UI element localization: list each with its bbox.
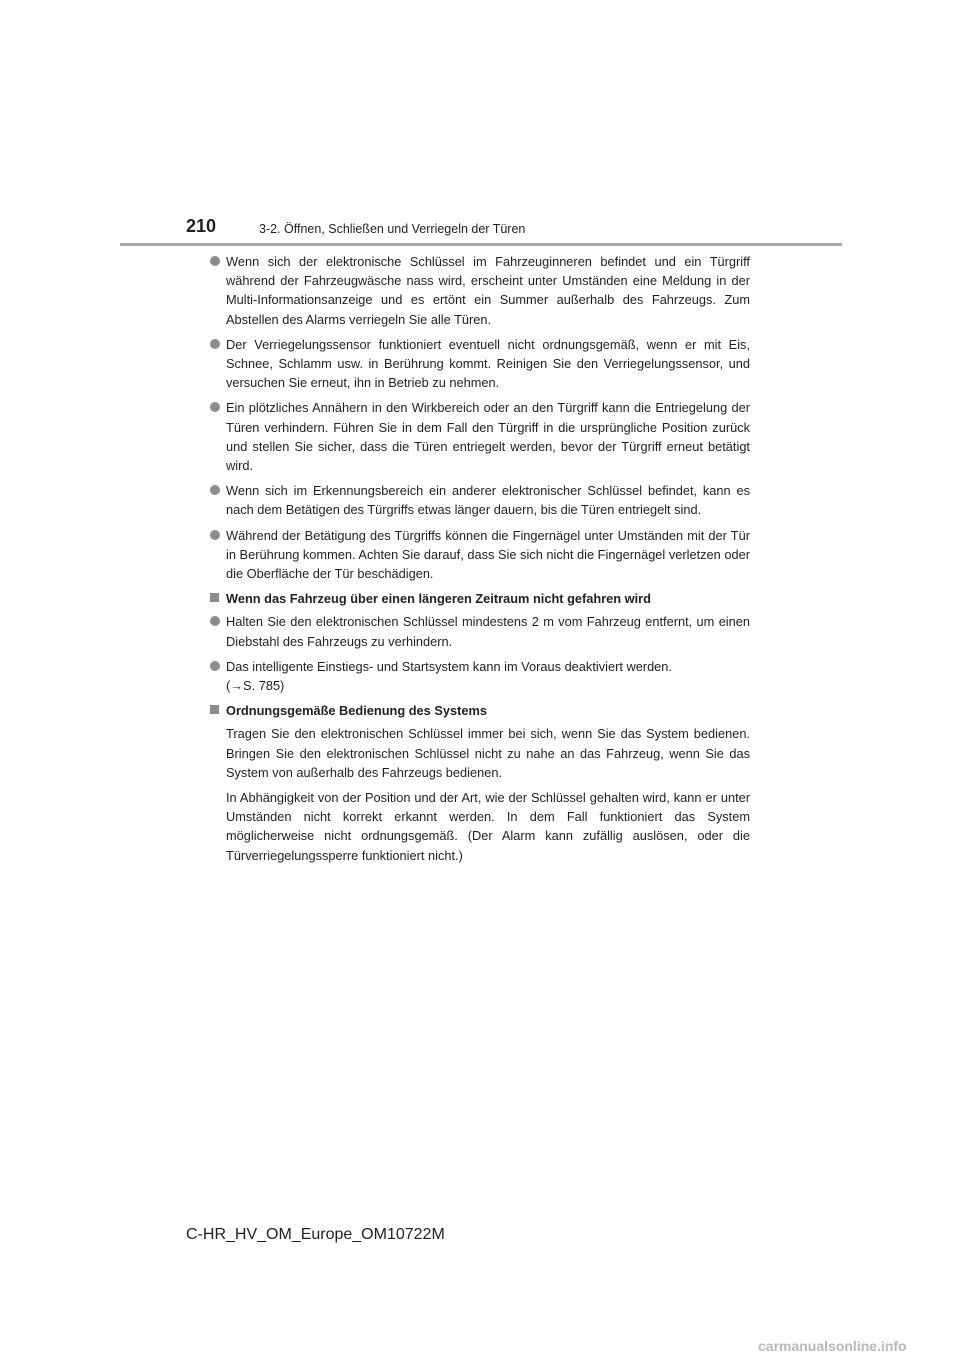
square-bullet-icon (210, 593, 219, 602)
bullet-item: Das intelligente Einstiegs- und Startsystem kann im Voraus deaktiviert werden. (→S. 785) (210, 657, 750, 695)
bullet-dot-icon (210, 339, 220, 349)
page-content (210, 252, 750, 871)
paragraph: In Abhängigkeit von der Position und der Art, wie der Schlüssel gehalten wird, kann er unter Umständen nicht korrekt erkannt werden. In dem Fall funktioniert das System möglicherweise nicht ordnungsgemäß. (Der Alarm kann zufällig auslösen, oder die Türverriegelungssperre funktioniert nicht.) (226, 790, 750, 863)
header-rule (120, 243, 842, 246)
bullet-dot-icon (210, 661, 220, 671)
bullet-item: Wenn sich der elektronische Schlüssel im Fahrzeuginneren befindet und ein Türgriff während der Fahrzeugwäsche nass wird, erscheint unter Umständen eine Meldung in der Multi-Informationsanzeige und es ertönt ein Summer außerhalb des Fahrzeugs. Zum Abstellen des Alarms verriegeln Sie alle Türen. (210, 252, 750, 329)
bullet-dot-icon (210, 402, 220, 412)
bullet-item: Der Verriegelungssensor funktioniert eventuell nicht ordnungsgemäß, wenn er mit Eis, Schnee, Schlamm usw. in Berührung kommt. Reinigen Sie den Verriegelungssensor, und versuchen Sie erneut, ihn in Betrieb zu nehmen. (210, 335, 750, 393)
section-heading: Wenn das Fahrzeug über einen längeren Zeitraum nicht gefahren wird (210, 589, 750, 608)
watermark: carmanualsonline.info (758, 1338, 907, 1354)
paragraph: Tragen Sie den elektronischen Schlüssel immer bei sich, wenn Sie das System bedienen. Bringen Sie den elektronischen Schlüssel nicht zu nahe an das Fahrzeug, wenn Sie das System von außerhalb des Fahrzeugs bedienen. (226, 726, 750, 780)
bullet-dot-icon (210, 256, 220, 266)
bullet-list-1 (210, 252, 750, 583)
page-header (0, 0, 960, 250)
bullet-item: Ein plötzliches Annähern in den Wirkbereich oder an den Türgriff kann die Entriegelung der Türen verhindern. Führen Sie in dem Fall den Türgriff in die ursprüngliche Position zurück und stellen Sie sicher, dass die Türen entriegelt werden, bevor der Türgriff erneut betätigt wird. (210, 398, 750, 475)
bullet-dot-icon (210, 485, 220, 495)
square-bullet-icon (210, 705, 219, 714)
section-heading: Ordnungsgemäße Bedienung des Systems (210, 701, 750, 720)
page-number: 210 (186, 216, 217, 236)
document-id: C-HR_HV_OM_Europe_OM10722M (186, 1226, 445, 1243)
bullet-item: Halten Sie den elektronischen Schlüssel mindestens 2 m vom Fahrzeug entfernt, um einen Diebstahl des Fahrzeugs zu verhindern. (210, 612, 750, 650)
section-proper-operation (210, 701, 750, 865)
bullet-dot-icon (210, 616, 220, 626)
section-long-parking (210, 589, 750, 695)
page-reference: (→S. 785) (226, 678, 285, 694)
bullet-item: Wenn sich im Erkennungsbereich ein anderer elektronischer Schlüssel befindet, kann es nach dem Betätigen des Türgriffs etwas länger dauern, bis die Türen entriegelt sind. (210, 481, 750, 519)
bullet-dot-icon (210, 530, 220, 540)
bullet-item: Während der Betätigung des Türgriffs können die Fingernägel unter Umständen mit der Tür in Berührung kommen. Achten Sie darauf, dass Sie sich nicht die Fingernägel verletzen oder die Oberfläche der Tür beschädigen. (210, 526, 750, 584)
section-title: 3-2. Öffnen, Schließen und Verriegeln der Türen (259, 222, 526, 236)
